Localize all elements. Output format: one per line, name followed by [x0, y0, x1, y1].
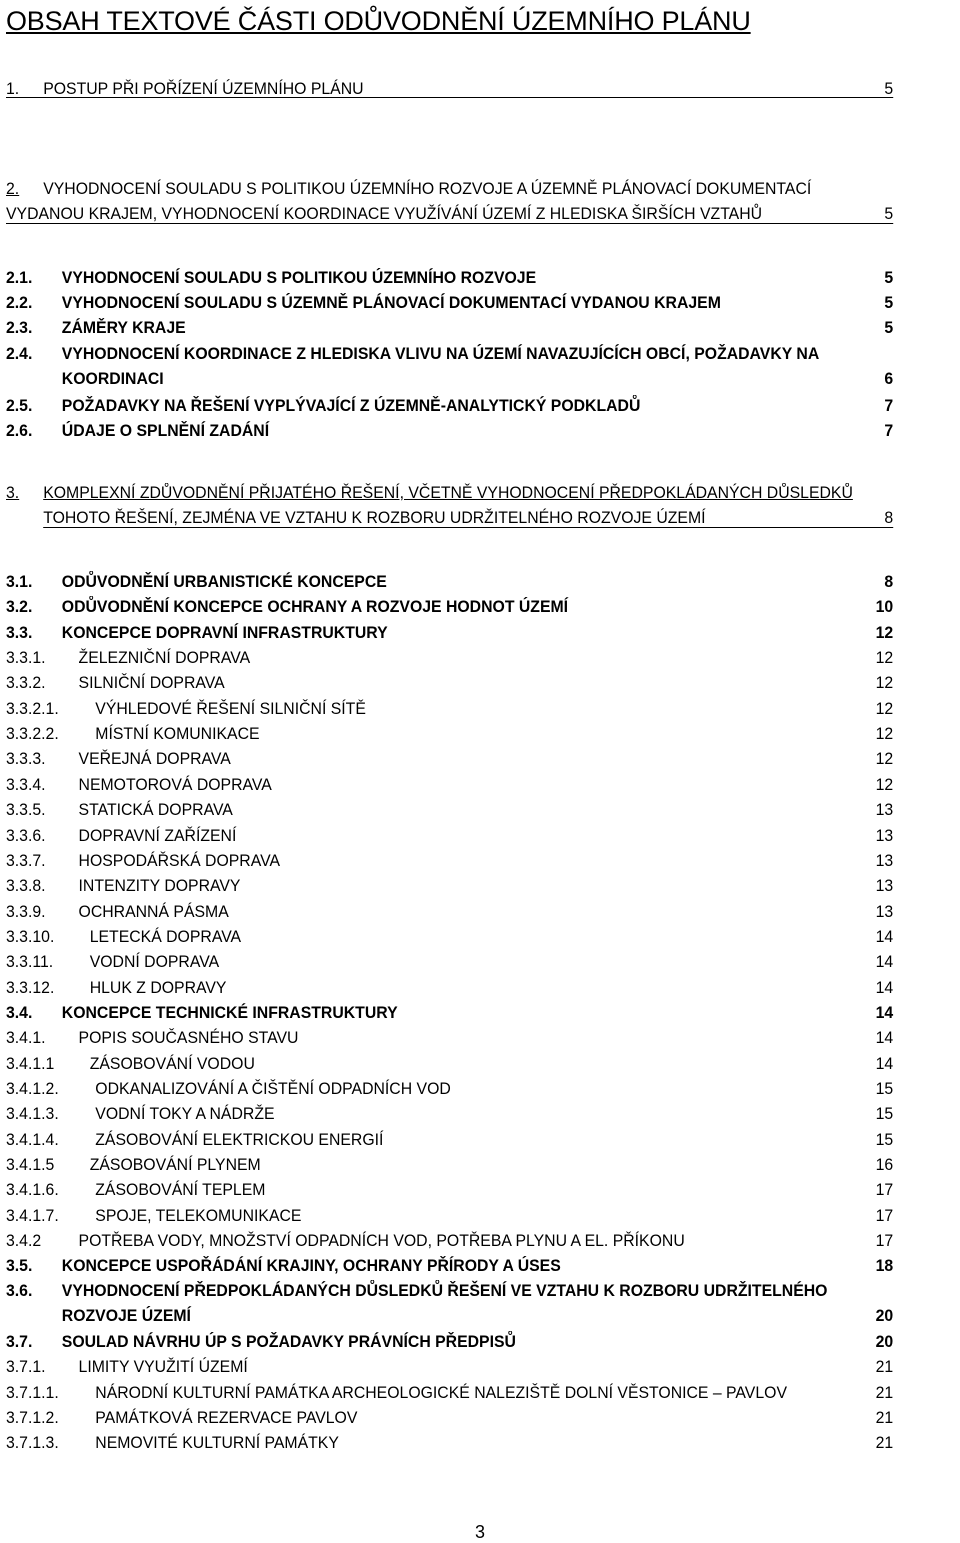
- toc-label: ZÁSOBOVÁNÍ VODOU: [89, 1053, 255, 1073]
- toc-page: 14: [875, 926, 894, 946]
- toc-entry[interactable]: [6, 1177, 893, 1202]
- toc-label: POŽADAVKY NA ŘEŠENÍ VYPLÝVAJÍCÍ Z ÚZEMNĚ-ANALYTICKÝ PODKLADŮ: [61, 396, 641, 415]
- toc-entry[interactable]: [6, 1253, 893, 1278]
- toc-label: DOPRAVNÍ ZAŘÍZENÍ: [78, 825, 237, 845]
- toc-number: 2.4.: [6, 344, 33, 363]
- toc-page: 7: [884, 421, 894, 440]
- toc-label-line-2: KOORDINACI: [61, 369, 164, 388]
- toc-page: 5: [884, 204, 894, 223]
- toc-page: 13: [875, 876, 894, 896]
- toc-page: 14: [875, 1002, 894, 1022]
- toc-label: NEMOTOROVÁ DOPRAVA: [78, 774, 272, 794]
- toc-label: KONCEPCE USPOŘÁDÁNÍ KRAJINY, OCHRANY PŘÍRODY A ÚSES: [61, 1256, 561, 1276]
- toc-page: 21: [875, 1382, 894, 1402]
- toc-label: NÁRODNÍ KULTURNÍ PAMÁTKA ARCHEOLOGICKÉ NALEZIŠTĚ DOLNÍ VĚSTONICE – PAVLOV: [95, 1382, 787, 1402]
- toc-label: ZÁSOBOVÁNÍ TEPLEM: [95, 1180, 266, 1200]
- document-title: OBSAH TEXTOVÉ ČÁSTI ODŮVODNĚNÍ ÚZEMNÍHO PLÁNU: [6, 6, 751, 36]
- toc-label: STATICKÁ DOPRAVA: [78, 800, 233, 820]
- toc-page: 7: [884, 396, 894, 415]
- toc-page: 17: [875, 1205, 894, 1225]
- toc-label: VYHODNOCENÍ SOULADU S POLITIKOU ÚZEMNÍHO ROZVOJE: [61, 268, 537, 287]
- toc-entry[interactable]: [6, 670, 893, 695]
- toc-number: 3.7.: [6, 1332, 33, 1351]
- toc-label-line-1: KOMPLEXNÍ ZDŮVODNĚNÍ PŘIJATÉHO ŘEŠENÍ, VČETNĚ VYHODNOCENÍ PŘEDPOKLÁDANÝCH DŮSLEDKŮ: [43, 483, 853, 502]
- toc-page: 21: [875, 1408, 894, 1428]
- toc-label: ODŮVODNĚNÍ URBANISTICKÉ KONCEPCE: [61, 572, 387, 591]
- toc-entry[interactable]: [6, 1354, 893, 1379]
- toc-number: 1.: [6, 79, 20, 98]
- toc-number: 3.7.1.1.: [6, 1382, 59, 1402]
- toc-number: 3.3.2.2.: [6, 724, 59, 744]
- toc-page: 21: [875, 1357, 894, 1377]
- toc-entry[interactable]: [6, 1076, 893, 1101]
- toc-number: 3.3.4.: [6, 774, 46, 794]
- toc-entry[interactable]: [6, 1380, 893, 1405]
- toc-label: HLUK Z DOPRAVY: [89, 977, 227, 997]
- toc-label: SOULAD NÁVRHU ÚP S POŽADAVKY PRÁVNÍCH PŘEDPISŮ: [61, 1332, 516, 1351]
- toc-entry[interactable]: [6, 1051, 893, 1076]
- toc-number: 3.3.9.: [6, 901, 46, 921]
- toc-number: 3.4.1.4.: [6, 1129, 59, 1149]
- toc-number: 3.3.8.: [6, 876, 46, 896]
- toc-entry[interactable]: [6, 1228, 893, 1253]
- toc-label: LETECKÁ DOPRAVA: [89, 926, 242, 946]
- page-number: 3: [474, 1522, 485, 1542]
- toc-page: 12: [875, 749, 894, 769]
- toc-label: ZÁMĚRY KRAJE: [61, 318, 186, 337]
- toc-page: 14: [875, 1028, 894, 1048]
- toc-page: 5: [884, 293, 894, 312]
- toc-entry[interactable]: [6, 1025, 893, 1050]
- toc-number: 2.6.: [6, 421, 33, 440]
- toc-page: 10: [875, 597, 894, 617]
- toc-entry[interactable]: [6, 1000, 893, 1025]
- toc-number: 3.4.1.7.: [6, 1205, 59, 1225]
- toc-page: 5: [884, 268, 894, 287]
- toc-number: 3.: [6, 483, 20, 502]
- toc-number: 2.2.: [6, 293, 33, 312]
- toc-number: 2.: [6, 179, 20, 198]
- toc-number: 3.5.: [6, 1256, 33, 1276]
- toc-page: 12: [875, 774, 894, 794]
- toc-entry-3[interactable]: [6, 480, 893, 532]
- toc-label-line-2: TOHOTO ŘEŠENÍ, ZEJMÉNA VE VZTAHU K ROZBORU UDRŽITELNÉHO ROZVOJE ÚZEMÍ: [43, 508, 706, 527]
- toc-entry[interactable]: [6, 899, 893, 924]
- toc-number: 3.4.1.6.: [6, 1180, 59, 1200]
- toc-page: 17: [875, 1231, 894, 1251]
- toc-number: 3.1.: [6, 572, 33, 591]
- toc-page: 13: [875, 850, 894, 870]
- toc-label: INTENZITY DOPRAVY: [78, 876, 241, 896]
- toc-entry-2[interactable]: [6, 176, 893, 228]
- toc-entry-2-3[interactable]: [6, 315, 893, 340]
- toc-number: 3.4.1.: [6, 1028, 46, 1048]
- toc-entry[interactable]: [6, 594, 893, 619]
- toc-page: 12: [875, 673, 894, 693]
- toc-page: 12: [875, 648, 894, 668]
- toc-label: VODNÍ DOPRAVA: [89, 952, 220, 972]
- toc-page: 13: [875, 901, 894, 921]
- toc-number: 3.2.: [6, 597, 33, 617]
- toc-number: 3.3.5.: [6, 800, 46, 820]
- toc-number: 3.3.12.: [6, 977, 55, 997]
- toc-entry[interactable]: [6, 848, 893, 873]
- toc-entry[interactable]: [6, 772, 893, 797]
- toc-page: 15: [875, 1104, 894, 1124]
- toc-number: 3.3.7.: [6, 850, 46, 870]
- toc-label: ÚDAJE O SPLNĚNÍ ZADÁNÍ: [61, 421, 270, 440]
- toc-page: 20: [875, 1306, 894, 1325]
- toc-page: 12: [875, 622, 894, 642]
- toc-page: 5: [884, 318, 894, 337]
- toc-number: 3.3.2.: [6, 673, 46, 693]
- toc-number: 3.7.1.3.: [6, 1433, 59, 1453]
- toc-label: OCHRANNÁ PÁSMA: [78, 901, 229, 921]
- toc-entry-2-4[interactable]: [6, 341, 893, 391]
- toc-label: VODNÍ TOKY A NÁDRŽE: [95, 1104, 275, 1124]
- toc-entry-2-5[interactable]: [6, 393, 893, 418]
- toc-entry[interactable]: [6, 873, 893, 898]
- toc-number: 2.3.: [6, 318, 33, 337]
- toc-page: 6: [884, 369, 894, 388]
- toc-label: ODKANALIZOVÁNÍ A ČIŠTĚNÍ ODPADNÍCH VOD: [95, 1079, 451, 1098]
- toc-number: 3.3.10.: [6, 926, 55, 946]
- toc-entry[interactable]: [6, 975, 893, 1000]
- toc-entry[interactable]: [6, 569, 893, 594]
- toc-label: POPIS SOUČASNÉHO STAVU: [78, 1028, 299, 1048]
- toc-entry[interactable]: [6, 1101, 893, 1126]
- toc-number: 3.6.: [6, 1281, 33, 1300]
- toc-label: VEŘEJNÁ DOPRAVA: [78, 749, 231, 769]
- toc-page: 20: [875, 1332, 894, 1351]
- toc-entry[interactable]: [6, 1203, 893, 1228]
- toc-page: 21: [875, 1433, 894, 1453]
- toc-page: 12: [875, 724, 894, 744]
- toc-label: ZÁSOBOVÁNÍ PLYNEM: [89, 1155, 261, 1175]
- toc-label: MÍSTNÍ KOMUNIKACE: [95, 724, 260, 744]
- toc-entry[interactable]: [6, 721, 893, 746]
- toc-number: 3.4.1.3.: [6, 1104, 59, 1124]
- toc-number: 3.4.2: [6, 1231, 42, 1251]
- toc-label: VÝHLEDOVÉ ŘEŠENÍ SILNIČNÍ SÍTĚ: [95, 698, 366, 718]
- toc-label: VYHODNOCENÍ SOULADU S ÚZEMNĚ PLÁNOVACÍ DOKUMENTACÍ VYDANOU KRAJEM: [61, 293, 721, 312]
- toc-label: LIMITY VYUŽITÍ ÚZEMÍ: [78, 1357, 248, 1377]
- toc-entry[interactable]: [6, 1430, 893, 1455]
- toc-label: SILNIČNÍ DOPRAVA: [78, 673, 225, 693]
- toc-page: 8: [884, 572, 894, 591]
- toc-page: 14: [875, 952, 894, 972]
- toc-label-line-1: VYHODNOCENÍ SOULADU S POLITIKOU ÚZEMNÍHO ROZVOJE A ÚZEMNĚ PLÁNOVACÍ DOKUMENTACÍ: [43, 179, 812, 198]
- toc-label-line-2: ROZVOJE ÚZEMÍ: [61, 1306, 191, 1325]
- toc-number: 3.3.1.: [6, 648, 46, 668]
- toc-number: 3.3.6.: [6, 825, 46, 845]
- toc-label: POTŘEBA VODY, MNOŽSTVÍ ODPADNÍCH VOD, POTŘEBA PLYNU A EL. PŘÍKONU: [78, 1231, 685, 1251]
- toc-page: 5: [884, 79, 894, 98]
- toc-label: SPOJE, TELEKOMUNIKACE: [95, 1205, 302, 1225]
- toc-entry[interactable]: [6, 746, 893, 771]
- toc-label: ODŮVODNĚNÍ KONCEPCE OCHRANY A ROZVOJE HODNOT ÚZEMÍ: [61, 597, 569, 617]
- toc-label-line-2: VYDANOU KRAJEM, VYHODNOCENÍ KOORDINACE VYUŽÍVÁNÍ ÚZEMÍ Z HLEDISKA ŠIRŠÍCH VZTAHŮ: [6, 204, 763, 223]
- toc-number: 3.4.1.5: [6, 1155, 55, 1175]
- toc-number: 2.5.: [6, 396, 33, 415]
- toc-entry[interactable]: [6, 620, 893, 645]
- toc-label: ŽELEZNIČNÍ DOPRAVA: [78, 648, 251, 668]
- toc-label: KONCEPCE DOPRAVNÍ INFRASTRUKTURY: [61, 622, 388, 642]
- toc-entry[interactable]: [6, 696, 893, 721]
- toc-page: 8: [884, 508, 894, 527]
- toc-number: 3.3.2.1.: [6, 698, 59, 718]
- toc-page: 15: [875, 1079, 894, 1098]
- toc-page: 17: [875, 1180, 894, 1200]
- toc-number: 3.3.11.: [6, 952, 54, 972]
- toc-entry[interactable]: [6, 949, 893, 974]
- toc-label: HOSPODÁŘSKÁ DOPRAVA: [78, 850, 281, 870]
- toc-label: ZÁSOBOVÁNÍ ELEKTRICKOU ENERGIÍ: [95, 1129, 384, 1149]
- toc-entry[interactable]: [6, 1405, 893, 1430]
- toc-underline: [6, 223, 893, 224]
- toc-number: 3.4.: [6, 1002, 33, 1022]
- toc-entry-3-6[interactable]: [6, 1278, 893, 1328]
- toc-page: 13: [875, 825, 894, 845]
- toc-number: 2.1.: [6, 268, 33, 287]
- toc-number: 3.4.1.2.: [6, 1079, 59, 1098]
- toc-entry-2-6[interactable]: [6, 418, 893, 443]
- toc-label-line-1: VYHODNOCENÍ KOORDINACE Z HLEDISKA VLIVU NA ÚZEMÍ NAVAZUJÍCÍCH OBCÍ, POŽADAVKY NA: [61, 344, 820, 363]
- toc-page: 14: [875, 977, 894, 997]
- toc-page: 15: [875, 1129, 894, 1149]
- toc-entry-2-2[interactable]: [6, 290, 893, 315]
- toc-page: 12: [875, 698, 894, 718]
- toc-number: 3.3.: [6, 622, 33, 642]
- toc-entry[interactable]: [6, 924, 893, 949]
- toc-label-line-1: VYHODNOCENÍ PŘEDPOKLÁDANÝCH DŮSLEDKŮ ŘEŠENÍ VE VZTAHU K ROZBORU UDRŽITELNÉHO: [61, 1281, 828, 1300]
- toc-page: 14: [875, 1053, 894, 1073]
- toc-entry-2-1[interactable]: [6, 265, 893, 290]
- toc-entry[interactable]: [6, 1152, 893, 1177]
- toc-entry[interactable]: [6, 1127, 893, 1152]
- toc-number: 3.4.1.1: [6, 1053, 55, 1073]
- toc-page: 13: [875, 800, 894, 820]
- toc-label: PAMÁTKOVÁ REZERVACE PAVLOV: [95, 1408, 358, 1428]
- toc-number: 3.7.1.: [6, 1357, 46, 1377]
- toc-label: KONCEPCE TECHNICKÉ INFRASTRUKTURY: [61, 1002, 398, 1022]
- toc-number: 3.3.3.: [6, 749, 46, 769]
- toc-entry[interactable]: [6, 645, 893, 670]
- toc-entry[interactable]: [6, 1329, 893, 1354]
- toc-label: POSTUP PŘI POŘÍZENÍ ÚZEMNÍHO PLÁNU: [43, 79, 364, 98]
- toc-label: NEMOVITÉ KULTURNÍ PAMÁTKY: [95, 1433, 339, 1453]
- toc-entry-1[interactable]: [6, 76, 893, 101]
- toc-entry[interactable]: [6, 797, 893, 822]
- toc-underline: [43, 527, 893, 528]
- toc-number: 3.7.1.2.: [6, 1408, 59, 1428]
- toc-entry[interactable]: [6, 823, 893, 848]
- toc-page: 18: [875, 1256, 894, 1276]
- toc-page: 16: [875, 1155, 894, 1175]
